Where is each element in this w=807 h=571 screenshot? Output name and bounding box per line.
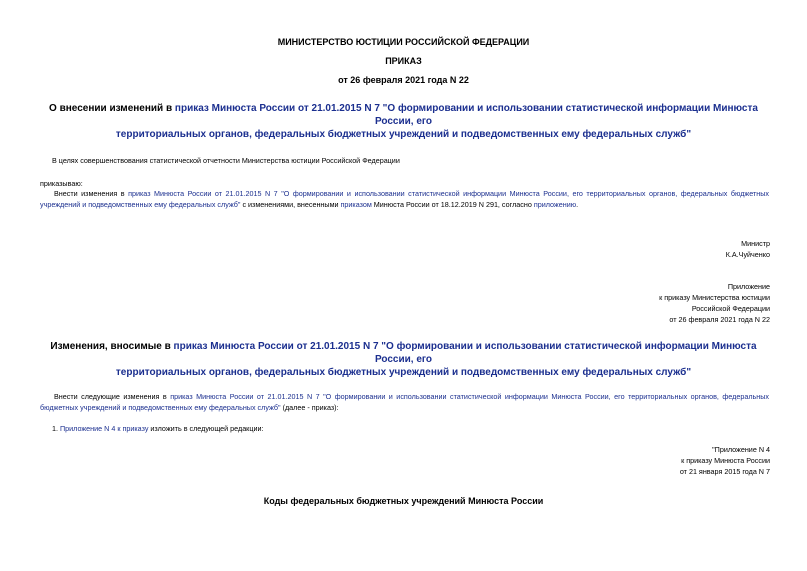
changes-body [40,391,769,413]
order-title-link-cont[interactable]: территориальных органов, федеральных бюджетных учреждений и подведомственных ему федеральных служб" [115,129,692,140]
prikazyvayu: приказываю: [40,179,83,188]
item-1 [52,423,781,434]
annex4-line-3: от 21 января 2015 года N 7 [679,467,770,476]
changes-title-link-cont[interactable]: территориальных органов, федеральных бюджетных учреждений и подведомственных ему федеральных служб" [115,367,692,378]
changes-body-end: (далее - приказ): [280,403,339,412]
changes-body-link-1[interactable]: приказ Минюста России от 21.01.2015 N 7 "О формировании и использовании статистической информации Минюста России, его территориальных органов, федеральных [170,392,769,401]
annex4-note [680,444,770,477]
appendix-line-1: Приложение [727,282,770,291]
codes-title: Коды федеральных бюджетных учреждений Минюста России [263,496,544,506]
item-1-end: изложить в следующей редакции: [148,424,264,433]
changes-title [30,340,777,379]
order-body-link-3[interactable]: приказом [340,200,372,209]
changes-body-link-2[interactable]: бюджетных учреждений и подведомственных ему федеральных служб" [40,403,281,412]
changes-title-link[interactable]: приказ Минюста России от 21.01.2015 N 7 "О формировании и использовании статистической информации Минюста России, его [173,341,757,365]
appendix-note [659,281,770,325]
annex4-line-1: "Приложение N 4 [712,445,770,454]
appendix-line-3: Российской Федерации [691,304,770,313]
annex4-line-2: к приказу Минюста России [681,456,770,465]
item-1-link[interactable]: Приложение N 4 к приказу [60,424,149,433]
order-body-end: . [576,200,579,209]
order-title-prefix: О внесении изменений в [49,103,175,114]
order-title-link[interactable]: приказ Минюста России от 21.01.2015 N 7 "О формировании и использовании статистической информации Минюста России, его [174,103,758,127]
appendix-line-2: к приказу Министерства юстиции [659,293,770,302]
signature-name: К.А.Чуйченко [725,250,770,259]
order-body-mid-2: Минюста России от 18.12.2019 N 291, согласно [371,200,534,209]
order-date: от 26 февраля 2021 года N 22 [338,75,469,85]
signature [726,238,770,260]
order-heading: ПРИКАЗ [385,56,422,66]
order-body-prefix: Внести изменения в [54,189,129,198]
appendix-line-4: от 26 февраля 2021 года N 22 [669,315,770,324]
item-1-prefix: 1. [52,424,60,433]
changes-title-prefix: Изменения, вносимые в [50,341,174,352]
order-body-link-4[interactable]: приложению [533,200,577,209]
signature-role: Министр [741,239,770,248]
order-body-mid: с изменениями, внесенными [240,200,341,209]
order-body-link-1[interactable]: приказ Минюста России от 21.01.2015 N 7 "О формировании и использовании статистической информации Минюста России, его территориальных органов, федеральных бюджетных [128,189,770,198]
changes-body-prefix: Внести следующие изменения в [54,392,171,401]
ministry-heading: МИНИСТЕРСТВО ЮСТИЦИИ РОССИЙСКОЙ ФЕДЕРАЦИИ [277,37,530,47]
order-title [30,102,777,141]
order-body [40,188,769,210]
preamble: В целях совершенствования статистической отчетности Министерства юстиции Российской Федерации [52,156,400,165]
order-body-link-2[interactable]: учреждений и подведомственных ему федеральных служб" [40,200,241,209]
